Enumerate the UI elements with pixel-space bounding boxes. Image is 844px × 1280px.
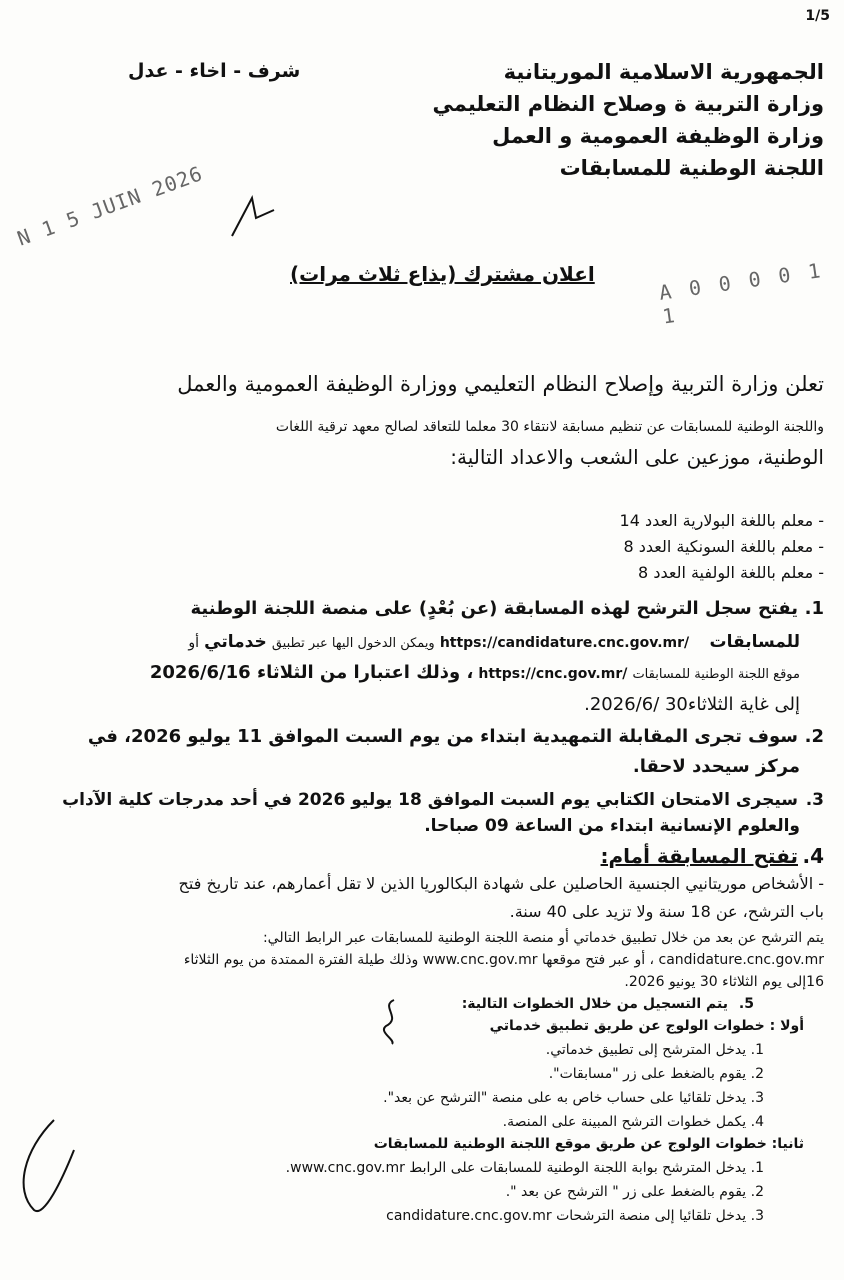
second-step: 2. يقوم بالضغط على زر " الترشح عن بعد ".	[505, 1184, 764, 1200]
item-4-title: 4.تفتح المسابقة أمام:	[600, 844, 824, 868]
second-method-heading: ثانيا: خطوات الولوج عن طريق موقع اللجنة الوطنية للمسابقات	[373, 1136, 804, 1152]
position-item: - معلم باللغة السونكية العدد 8	[620, 534, 824, 560]
first-step: 4. يكمل خطوات الترشح المبينة على المنصة.	[502, 1114, 764, 1130]
reference-stamp: A 0 0 0 0 1 1	[657, 258, 825, 329]
intro-paragraph	[20, 412, 824, 472]
signature-mark-top	[222, 188, 282, 248]
position-item: - معلم باللغة البولارية العدد 14	[620, 508, 824, 534]
item-1-line-3: موقع اللجنة الوطنية للمسابقات https://cnc.gov.mr/ ، وذلك اعتبارا من الثلاثاء 2026/6/16	[149, 662, 800, 683]
intro-line-2: واللجنة الوطنية للمسابقات عن تنظيم مسابقة لانتقاء 30 معلما للتعاقد لصالح معهد ترقية اللغات	[275, 419, 824, 435]
item-2-line-1: 2.سوف تجرى المقابلة التمهيدية ابتداء من يوم السبت الموافق 11 يوليو 2026، في	[87, 726, 824, 747]
candidature-link[interactable]: https://candidature.cnc.gov.mr/	[439, 635, 690, 651]
date-stamp: N 1 5 JUIN 2026	[14, 161, 207, 251]
announcement-title: اعلان مشترك (يذاع ثلاث مرات)	[290, 262, 595, 286]
first-step: 3. يدخل تلقائيا على حساب خاص به على منصة "الترشح عن بعد".	[383, 1090, 764, 1106]
header-ministry-education: وزارة التربية ة وصلاح النظام التعليمي	[432, 92, 824, 116]
first-method-heading: أولا : خطوات الولوج عن طريق تطبيق خدماتي	[489, 1018, 804, 1034]
national-motto: شرف - اخاء - عدل	[128, 60, 301, 82]
eligibility-line-1: - الأشخاص موريتانيي الجنسية الحاصلين على شهادة البكالوريا الذين لا تقل أعمارهم، عند تاريخ فتح	[178, 874, 824, 893]
item-1-line-1: 1.يفتح سجل الترشح لهذه المسابقة (عن بُعْدٍ) على منصة اللجنة الوطنية	[190, 598, 824, 619]
eligibility-line-2: باب الترشح، عن 18 سنة ولا تزيد على 40 سنة.	[509, 902, 824, 921]
item-1-line-2: للمسابقات https://candidature.cnc.gov.mr/ ويمكن الدخول اليها عبر تطبيق خدماتي أو	[188, 632, 800, 652]
first-step: 1. يدخل المترشح إلى تطبيق خدماتي.	[545, 1042, 764, 1058]
registration-line-3: 16إلى يوم الثلاثاء 30 يونيو 2026.	[624, 974, 824, 990]
item-3-line-2: والعلوم الإنسانية ابتداء من الساعة 09 صباحا.	[424, 816, 800, 836]
item-1-line-4: إلى غاية الثلاثاء30 /2026/6.	[584, 694, 800, 715]
second-step: 1. يدخل المترشح بوابة اللجنة الوطنية للمسابقات على الرابط www.cnc.gov.mr.	[285, 1160, 764, 1176]
registration-line-2: candidature.cnc.gov.mr ، أو عبر فتح موقعها www.cnc.gov.mr وذلك طيلة الفترة الممتدة من يوم الثلاثاء	[183, 952, 824, 968]
registration-line-1: يتم الترشح عن بعد من خلال تطبيق خدماتي أو منصة اللجنة الوطنية للمسابقات عبر الرابط التالي:	[262, 930, 824, 946]
header-committee: اللجنة الوطنية للمسابقات	[559, 156, 824, 180]
item-2-line-2: مركز سيحدد لاحقا.	[632, 756, 800, 777]
position-list	[620, 508, 824, 586]
signature-mark-bottom	[4, 1110, 84, 1220]
header-ministry-civil-service: وزارة الوظيفة العمومية و العمل	[492, 124, 824, 148]
intro-line-1: تعلن وزارة التربية وإصلاح النظام التعليمي ووزارة الوظيفة العمومية والعمل	[177, 372, 824, 396]
first-step: 2. يقوم بالضغط على زر "مسابقات".	[548, 1066, 764, 1082]
header-republic: الجمهورية الاسلامية الموريتانية	[503, 60, 824, 84]
position-item: - معلم باللغة الولفية العدد 8	[620, 560, 824, 586]
cnc-link[interactable]: https://cnc.gov.mr/	[478, 666, 628, 682]
intro-line-3: الوطنية، موزعين على الشعب والاعداد التالية:	[450, 445, 824, 469]
second-step: 3. يدخل تلقائيا إلى منصة الترشحات candidature.cnc.gov.mr	[386, 1208, 764, 1224]
item-3-line-1: 3.سيجرى الامتحان الكتابي يوم السبت الموافق 18 يوليو 2026 في أحد مدرجات كلية الآداب	[62, 790, 824, 810]
page-number: 1/5	[805, 8, 830, 24]
item-5-title: 5.يتم التسجيل من خلال الخطوات التالية:	[461, 996, 754, 1012]
